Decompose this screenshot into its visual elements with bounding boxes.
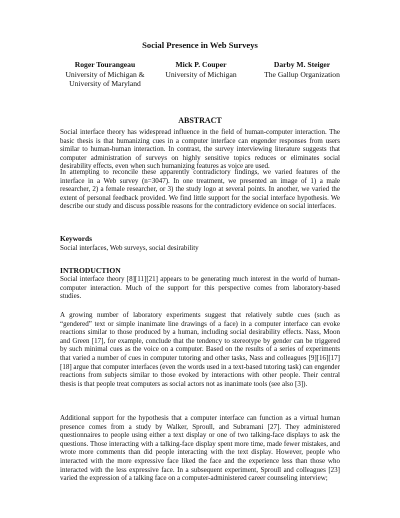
intro-paragraph: Social interface theory [8][11][21] appears to be generating much interest in the world of human-computer interaction. Much of the support for this perspective comes from laboratory-based studies.: [60, 275, 340, 301]
intro-paragraph: A growing number of laboratory experiments suggest that relatively subtle cues (such as “gendered” text or simple inanimate line drawings of a face) in a computer interface can evoke reactions similar to those produced by a human, including social desirability effects. Nass, Moon and Green [17], for example, conclude that the tendency to stereotype by gender can be triggered by such minimal cues as the voice on a computer. Based on the results of a series of experiments that varied a number of cues in computer tutoring and other tasks, Nass and colleagues [9][16][17][18] argue that computer interfaces (even the words used in a text-based tutoring task) can engender reactions from subjects similar to those evoked by interactions with other people. Their central thesis is that people treat computers as social actors not as inanimate tools (see also [3]).: [60, 311, 340, 388]
author-affiliation: University of Maryland: [69, 79, 141, 89]
author-block: [0, 60, 400, 100]
keywords-heading: Keywords: [60, 234, 93, 243]
author-affiliation: The Gallup Organization: [264, 69, 340, 79]
author-affiliation: University of Michigan &: [65, 69, 145, 79]
author-3: [247, 60, 357, 79]
intro-paragraph: Additional support for the hypothesis that a computer interface can function as a virtual human presence comes from a study by Walker, Sproull, and Subramani [27]. They administered questionnaires to people using either a text display or one of two talking-face displays to ask the questions. Those interacting with a talking-face display spent more time, made fewer mistakes, and wrote more comments than did people interacting with the text display. However, people who interacted with the more expressive face liked the face and the experience less than those who interacted with the less expressive face. In a subsequent experiment, Sproull and colleagues [23] varied the expression of a talking face on a computer-administered career counseling interview;: [60, 414, 340, 483]
keywords-text: Social interfaces, Web surveys, social desirability: [60, 244, 199, 252]
author-2: [146, 60, 256, 79]
abstract-paragraph: In attempting to reconcile these apparently contradictory findings, we varied features of the interface in a Web survey (n=3047). In one treatment, we presented an image of 1) a male researcher, 2) a female researcher, or 3) the study logo at several points. In another, we varied the extent of personal feedback provided. We find little support for the social interface hypothesis. We describe our study and discuss possible reasons for the contradictory evidence on social interfaces.: [60, 168, 340, 211]
paper-title: Social Presence in Web Surveys: [142, 40, 258, 50]
author-name: Roger Tourangeau: [74, 60, 136, 69]
author-name: Mick P. Couper: [175, 60, 227, 69]
author-affiliation: University of Michigan: [165, 69, 237, 79]
abstract-paragraph: Social interface theory has widespread influence in the field of human-computer interaction. The basic thesis is that humanizing cues in a computer interface can engender responses from users similar to human-human interaction. In contrast, the survey interviewing literature suggests that computer administration of surveys on highly sensitive topics reduces or eliminates social desirability effects, even when such humanizing features as voice are used.: [60, 128, 340, 171]
author-1: [50, 60, 160, 89]
introduction-heading: INTRODUCTION: [60, 266, 121, 275]
author-name: Darby M. Steiger: [273, 60, 331, 69]
abstract-heading: ABSTRACT: [178, 116, 222, 125]
